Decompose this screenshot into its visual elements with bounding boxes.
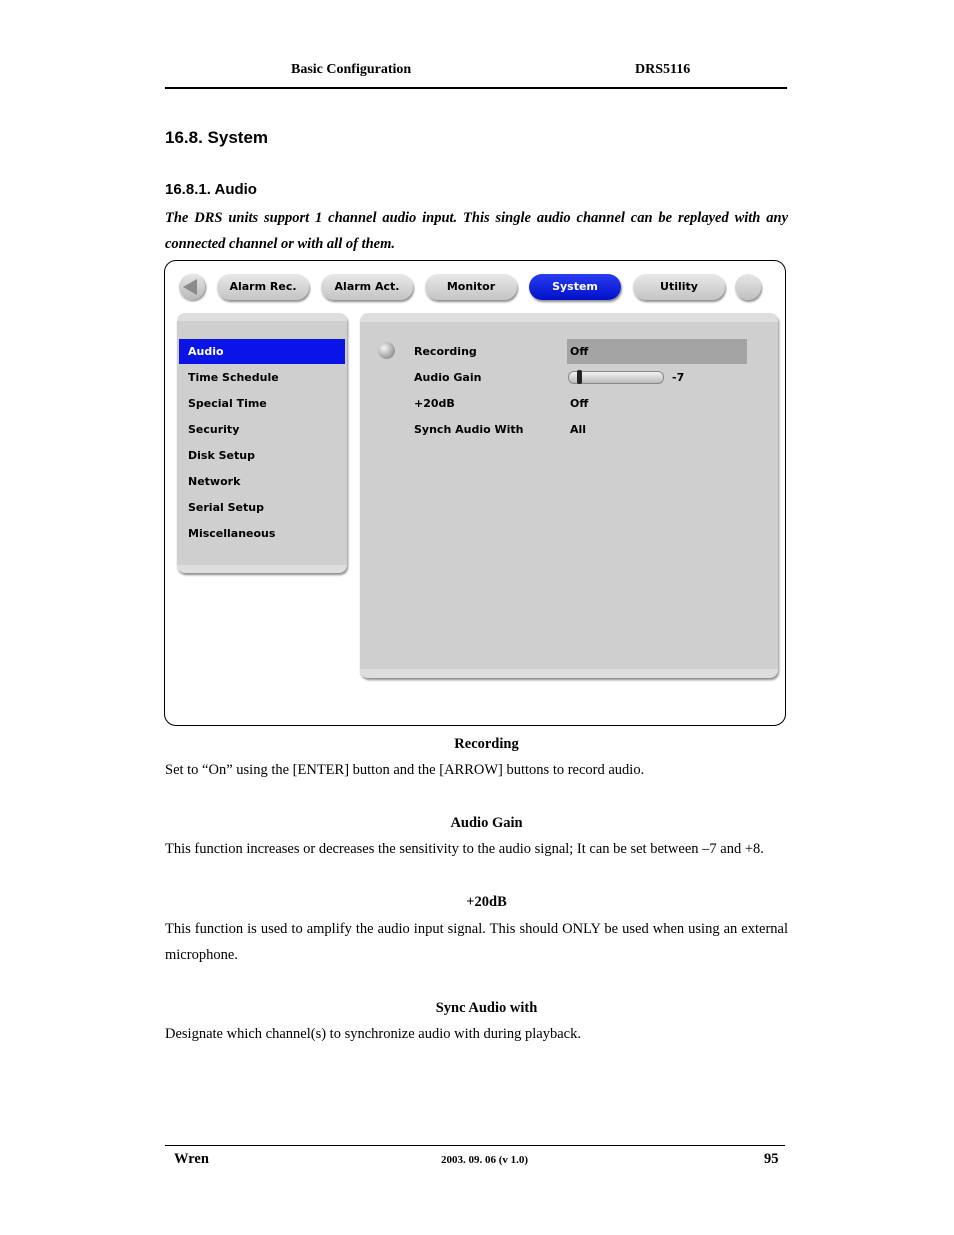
- audio-gain-label: Audio Gain: [414, 371, 482, 384]
- intro-paragraph: The DRS units support 1 channel audio input. This single audio channel can be replayed with any connected channel or with all of them.: [165, 210, 788, 252]
- tab-alarm-act[interactable]: Alarm Act.: [321, 274, 413, 300]
- plus20db-heading: +20dB: [466, 894, 507, 910]
- audio-gain-value: -7: [672, 371, 685, 384]
- menu-item-special-time[interactable]: Special Time: [188, 397, 267, 410]
- synch-audio-label: Synch Audio With: [414, 423, 524, 436]
- menu-item-miscellaneous[interactable]: Miscellaneous: [188, 527, 276, 540]
- footer-date: 2003. 09. 06 (v 1.0): [441, 1154, 529, 1166]
- menu-item-network[interactable]: Network: [188, 475, 241, 488]
- synch-audio-value[interactable]: All: [570, 423, 587, 436]
- audio-gain-description: This function increases or decreases the sensitivity to the audio signal; It can be set between –7 and +8.: [165, 841, 764, 857]
- page-number: 95: [764, 1151, 779, 1167]
- sync-audio-heading: Sync Audio with: [435, 1000, 538, 1016]
- header-rule: [165, 87, 787, 89]
- tab-monitor[interactable]: Monitor: [425, 274, 517, 300]
- tab-system[interactable]: System: [529, 274, 621, 300]
- menu-item-serial-setup[interactable]: Serial Setup: [188, 501, 264, 514]
- menu-item-disk-setup[interactable]: Disk Setup: [188, 449, 255, 462]
- plus20db-value[interactable]: Off: [570, 397, 589, 410]
- header-title: Basic Configuration: [291, 62, 412, 77]
- menu-item-time-schedule[interactable]: Time Schedule: [188, 371, 279, 384]
- recording-value[interactable]: Off: [567, 339, 747, 364]
- sync-audio-description: Designate which channel(s) to synchronize audio with during playback.: [165, 1026, 581, 1042]
- audio-gain-heading: Audio Gain: [450, 815, 523, 831]
- cursor-ball-icon: [378, 342, 395, 359]
- plus20db-label: +20dB: [414, 397, 455, 410]
- menu-item-audio[interactable]: Audio: [179, 339, 345, 364]
- audio-gain-slider[interactable]: [568, 371, 664, 384]
- header-model: DRS5116: [635, 62, 691, 77]
- subsection-title: 16.8.1. Audio: [165, 181, 257, 198]
- tab-utility[interactable]: Utility: [633, 274, 725, 300]
- system-menu: [177, 313, 347, 573]
- tab-alarm-rec[interactable]: Alarm Rec.: [217, 274, 309, 300]
- audio-settings-panel: [360, 313, 778, 678]
- section-title: 16.8. System: [165, 128, 269, 147]
- slider-knob[interactable]: [577, 370, 582, 384]
- recording-heading: Recording: [454, 736, 519, 752]
- arrow-left-icon: [183, 279, 197, 295]
- menu-item-security[interactable]: Security: [188, 423, 240, 436]
- next-button[interactable]: [735, 274, 761, 300]
- footer-company: Wren: [174, 1151, 209, 1167]
- recording-description: Set to “On” using the [ENTER] button and the [ARROW] buttons to record audio.: [165, 762, 645, 778]
- plus20db-description: This function is used to amplify the audio input signal. This should ONLY be used when using an external microphone.: [165, 921, 788, 963]
- back-button[interactable]: [179, 274, 205, 300]
- footer-rule: [165, 1145, 785, 1146]
- system-audio-screen: [164, 260, 786, 726]
- recording-label: Recording: [414, 345, 477, 358]
